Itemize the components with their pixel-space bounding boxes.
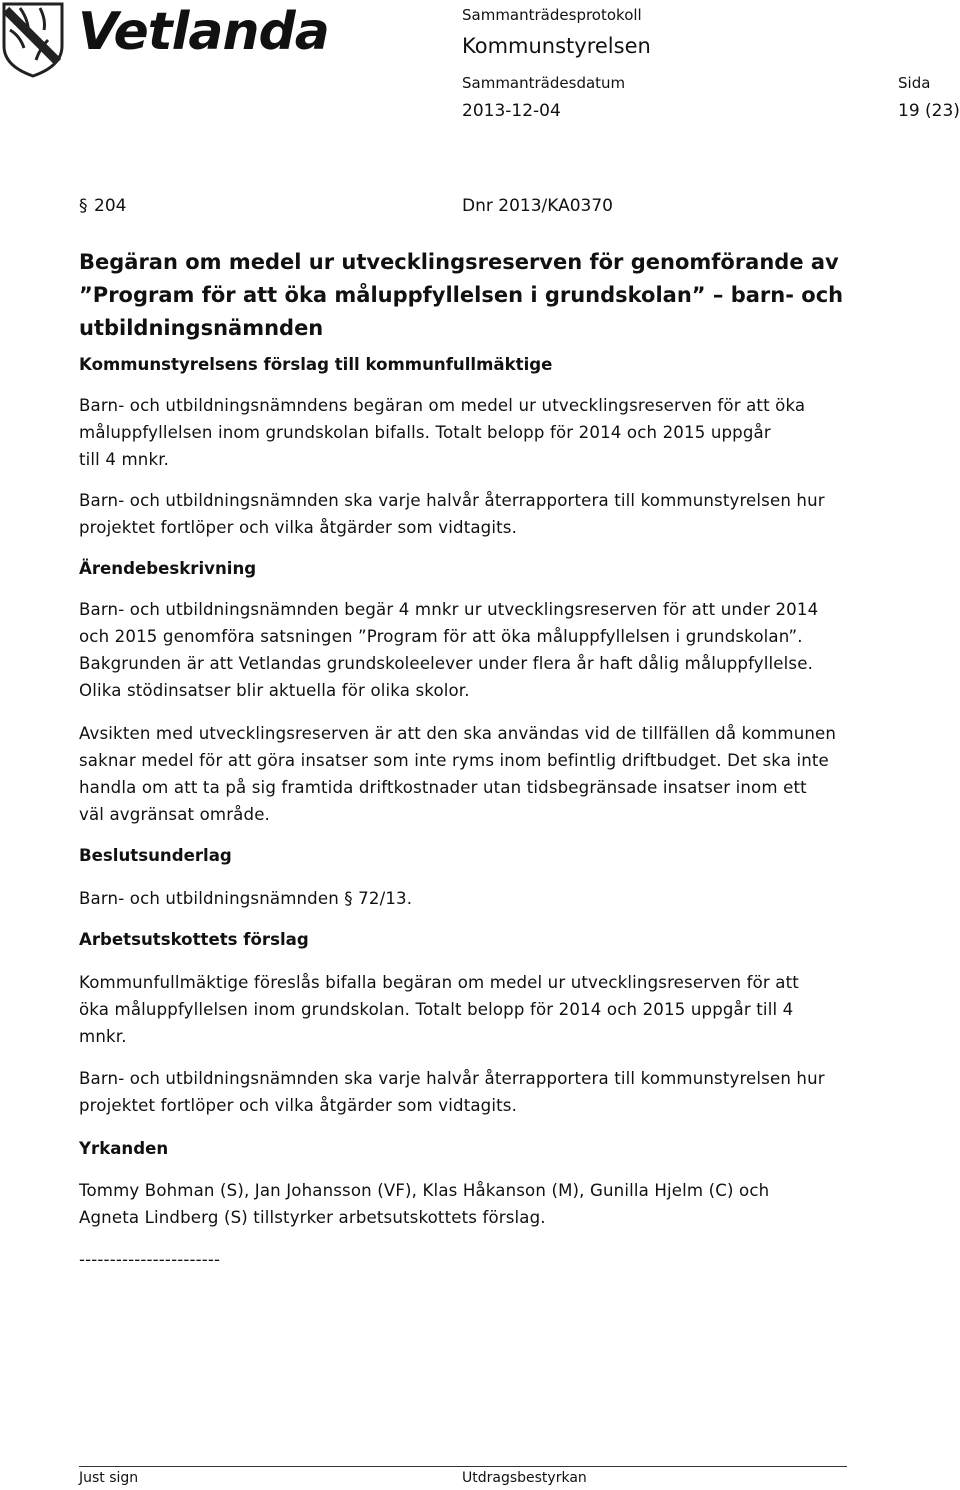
proposal-paragraph-2 <box>79 487 879 541</box>
basis-heading: Beslutsunderlag <box>79 846 232 865</box>
text-line: Kommunfullmäktige föreslås bifalla begäran om medel ur utvecklingsreserven för att <box>79 973 799 992</box>
page-number: 19 (23) <box>898 101 960 121</box>
text-line: Barn- och utbildningsnämnden ska varje halvår återrapportera till kommunstyrelsen hur <box>79 1069 825 1088</box>
text-line: Barn- och utbildningsnämnden ska varje halvår återrapportera till kommunstyrelsen hur <box>79 491 825 510</box>
description-paragraph-1 <box>79 596 879 704</box>
page-label: Sida <box>898 74 931 92</box>
case-number: 204 <box>94 196 127 216</box>
footer-just-sign: Just sign <box>79 1470 139 1486</box>
text-line: mnkr. <box>79 1027 127 1046</box>
motions-heading: Yrkanden <box>79 1139 169 1158</box>
text-line: väl avgränsat område. <box>79 805 270 824</box>
text-line: Barn- och utbildningsnämnden begär 4 mnkr ur utvecklingsreserven för att under 2014 <box>79 600 819 619</box>
case-dnr: Dnr 2013/KA0370 <box>462 196 613 216</box>
vetlanda-logo <box>0 0 329 80</box>
meeting-date: 2013-12-04 <box>462 101 561 121</box>
text-line: projektet fortlöper och vilka åtgärder som vidtagits. <box>79 1096 518 1115</box>
organ-name: Kommunstyrelsen <box>462 34 651 58</box>
proposal-heading: Kommunstyrelsens förslag till kommunfullmäktige <box>79 355 553 374</box>
footer-utdragsbestyrkan: Utdragsbestyrkan <box>462 1470 587 1486</box>
case-title-line: Begäran om medel ur utvecklingsreserven för genomförande av <box>79 250 839 274</box>
case-title-line: utbildningsnämnden <box>79 316 324 340</box>
text-line: till 4 mnkr. <box>79 450 170 469</box>
motions-paragraph <box>79 1177 879 1231</box>
text-line: Tommy Bohman (S), Jan Johansson (VF), Klas Håkanson (M), Gunilla Hjelm (C) och <box>79 1181 770 1200</box>
case-title <box>79 246 879 345</box>
logo-wordmark: Vetlanda <box>78 2 329 62</box>
proposal-paragraph-1 <box>79 392 879 473</box>
committee-heading: Arbetsutskottets förslag <box>79 930 309 949</box>
text-line: Olika stödinsatser blir aktuella för olika skolor. <box>79 681 470 700</box>
date-label: Sammanträdesdatum <box>462 74 626 92</box>
text-line: måluppfyllelsen inom grundskolan bifalls. Totalt belopp för 2014 och 2015 uppgår <box>79 423 771 442</box>
text-line: och 2015 genomföra satsningen ”Program för att öka måluppfyllelsen i grundskolan”. <box>79 627 803 646</box>
committee-paragraph-1 <box>79 969 879 1050</box>
case-header <box>79 196 879 224</box>
description-paragraph-2 <box>79 720 879 828</box>
doc-type: Sammanträdesprotokoll <box>462 6 642 24</box>
text-line: projektet fortlöper och vilka åtgärder som vidtagits. <box>79 518 518 537</box>
description-heading: Ärendebeskrivning <box>79 559 257 578</box>
section-mark: § <box>79 196 88 216</box>
text-line: saknar medel för att göra insatser som inte ryms inom befintlig driftbudget. Det ska inte <box>79 751 829 770</box>
text-line: Agneta Lindberg (S) tillstyrker arbetsutskottets förslag. <box>79 1208 546 1227</box>
text-line: Barn- och utbildningsnämndens begäran om medel ur utvecklingsreserven för att öka <box>79 396 806 415</box>
protocol-body <box>79 196 879 1273</box>
text-line: Avsikten med utvecklingsreserven är att den ska användas vid de tillfällen då kommunen <box>79 724 837 743</box>
case-title-line: ”Program för att öka måluppfyllelsen i grundskolan” – barn- och <box>79 283 844 307</box>
text-line: öka måluppfyllelsen inom grundskolan. Totalt belopp för 2014 och 2015 uppgår till 4 <box>79 1000 794 1019</box>
text-line: Bakgrunden är att Vetlandas grundskoleelever under flera år haft dålig måluppfyllelse. <box>79 654 813 673</box>
basis-reference: Barn- och utbildningsnämnden § 72/13. <box>79 889 413 908</box>
footer-divider <box>79 1466 847 1467</box>
text-line: handla om att ta på sig framtida driftkostnader utan tidsbegränsade insatser inom ett <box>79 778 807 797</box>
separator-line: ----------------------- <box>79 1250 221 1269</box>
committee-paragraph-2 <box>79 1065 879 1119</box>
